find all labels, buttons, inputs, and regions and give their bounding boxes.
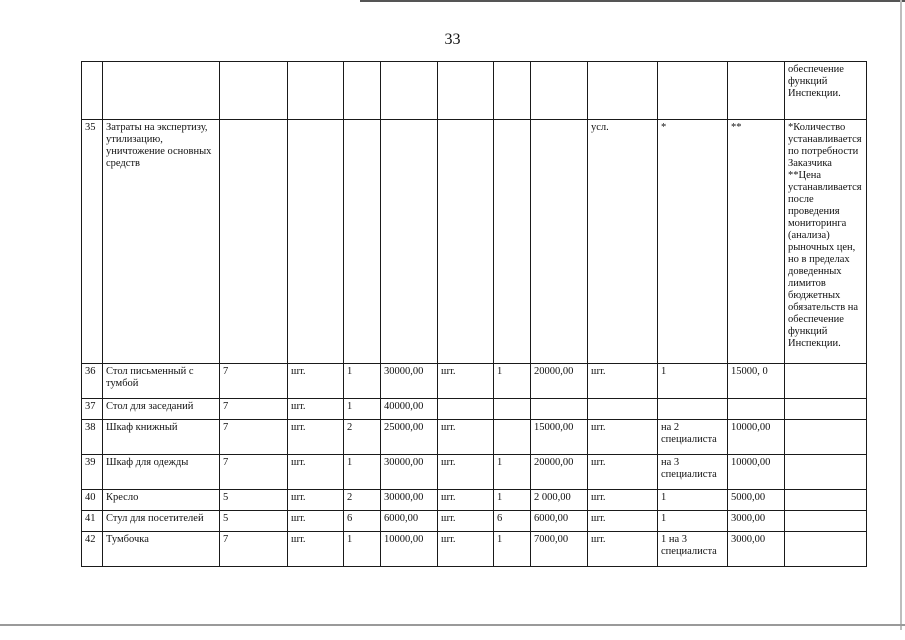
price-group1-cell: 40000,00 <box>381 399 438 420</box>
note-cell <box>785 399 867 420</box>
table-row <box>82 511 867 532</box>
unit-group3-cell <box>588 399 658 420</box>
quantity-group1-cell: 1 <box>344 532 381 567</box>
quantity-group3-cell: 1 на 3 специалиста <box>658 532 728 567</box>
table-row <box>82 455 867 490</box>
price-group2-cell: 7000,00 <box>531 532 588 567</box>
norm-term-cell <box>220 120 288 364</box>
quantity-group2-cell: 6 <box>494 511 531 532</box>
equipment-norms-table <box>81 61 867 567</box>
price-group3-cell: 5000,00 <box>728 490 785 511</box>
row-number-cell: 35 <box>82 120 103 364</box>
price-group3-cell: 10000,00 <box>728 455 785 490</box>
norm-term-cell: 5 <box>220 490 288 511</box>
quantity-group2-cell: 1 <box>494 364 531 399</box>
quantity-group2-cell <box>494 62 531 120</box>
unit-group1-cell: шт. <box>288 420 344 455</box>
quantity-group2-cell <box>494 399 531 420</box>
note-cell: обеспечение функций Инспекции. <box>785 62 867 120</box>
unit-group1-cell: шт. <box>288 399 344 420</box>
quantity-group3-cell: на 3 специалиста <box>658 455 728 490</box>
quantity-group2-cell: 1 <box>494 532 531 567</box>
norm-term-cell: 7 <box>220 455 288 490</box>
row-number-cell: 36 <box>82 364 103 399</box>
row-number-cell: 40 <box>82 490 103 511</box>
table-row <box>82 490 867 511</box>
note-cell: *Количество устанавливается по потребности Заказчика **Цена устанавливается после проведения мониторинга (анализа) рыночных цен, но в пределах доведенных лимитов бюджетных обязательств на обеспечение функций Инспекции. <box>785 120 867 364</box>
price-group2-cell <box>531 120 588 364</box>
table-row <box>82 420 867 455</box>
scan-edge-right <box>900 0 902 630</box>
unit-group1-cell <box>288 62 344 120</box>
unit-group2-cell: шт. <box>438 364 494 399</box>
unit-group3-cell: шт. <box>588 420 658 455</box>
unit-group3-cell <box>588 62 658 120</box>
price-group2-cell: 2 000,00 <box>531 490 588 511</box>
item-name-cell: Стул для посетителей <box>103 511 220 532</box>
price-group1-cell: 30000,00 <box>381 490 438 511</box>
scan-edge-top <box>360 0 905 2</box>
quantity-group1-cell <box>344 120 381 364</box>
quantity-group1-cell: 2 <box>344 420 381 455</box>
quantity-group1-cell: 6 <box>344 511 381 532</box>
table-row <box>82 399 867 420</box>
price-group3-cell: 10000,00 <box>728 420 785 455</box>
quantity-group2-cell <box>494 420 531 455</box>
table-row <box>82 532 867 567</box>
item-name-cell: Стол для заседаний <box>103 399 220 420</box>
row-number-cell: 38 <box>82 420 103 455</box>
unit-group3-cell: шт. <box>588 364 658 399</box>
item-name-cell: Шкаф книжный <box>103 420 220 455</box>
note-cell <box>785 364 867 399</box>
price-group2-cell <box>531 62 588 120</box>
price-group2-cell: 20000,00 <box>531 455 588 490</box>
price-group1-cell: 30000,00 <box>381 364 438 399</box>
unit-group3-cell: шт. <box>588 511 658 532</box>
table-row <box>82 62 867 120</box>
quantity-group2-cell: 1 <box>494 455 531 490</box>
price-group3-cell <box>728 399 785 420</box>
row-number-cell <box>82 62 103 120</box>
quantity-group1-cell: 1 <box>344 399 381 420</box>
price-group3-cell: 15000, 0 <box>728 364 785 399</box>
price-group2-cell: 15000,00 <box>531 420 588 455</box>
unit-group3-cell: шт. <box>588 455 658 490</box>
unit-group1-cell: шт. <box>288 490 344 511</box>
note-cell <box>785 420 867 455</box>
unit-group1-cell: шт. <box>288 364 344 399</box>
unit-group2-cell <box>438 62 494 120</box>
quantity-group1-cell: 1 <box>344 455 381 490</box>
quantity-group2-cell <box>494 120 531 364</box>
price-group3-cell: 3000,00 <box>728 532 785 567</box>
quantity-group3-cell: на 2 специалиста <box>658 420 728 455</box>
unit-group2-cell: шт. <box>438 490 494 511</box>
price-group2-cell: 20000,00 <box>531 364 588 399</box>
norm-term-cell: 7 <box>220 420 288 455</box>
quantity-group3-cell <box>658 62 728 120</box>
quantity-group1-cell <box>344 62 381 120</box>
quantity-group2-cell: 1 <box>494 490 531 511</box>
quantity-group1-cell: 2 <box>344 490 381 511</box>
norm-term-cell: 7 <box>220 532 288 567</box>
quantity-group3-cell: 1 <box>658 364 728 399</box>
price-group1-cell: 10000,00 <box>381 532 438 567</box>
price-group3-cell <box>728 62 785 120</box>
item-name-cell: Тумбочка <box>103 532 220 567</box>
note-cell <box>785 455 867 490</box>
table-row <box>82 364 867 399</box>
price-group3-cell: 3000,00 <box>728 511 785 532</box>
unit-group2-cell <box>438 399 494 420</box>
row-number-cell: 39 <box>82 455 103 490</box>
page-number: 33 <box>444 31 461 48</box>
unit-group2-cell: шт. <box>438 532 494 567</box>
note-cell <box>785 490 867 511</box>
quantity-group3-cell <box>658 399 728 420</box>
row-number-cell: 37 <box>82 399 103 420</box>
row-number-cell: 41 <box>82 511 103 532</box>
unit-group1-cell <box>288 120 344 364</box>
item-name-cell: Затраты на экспертизу, утилизацию, уничтожение основных средств <box>103 120 220 364</box>
unit-group1-cell: шт. <box>288 532 344 567</box>
price-group1-cell: 30000,00 <box>381 455 438 490</box>
note-cell <box>785 511 867 532</box>
price-group1-cell: 25000,00 <box>381 420 438 455</box>
unit-group3-cell: усл. <box>588 120 658 364</box>
quantity-group3-cell: 1 <box>658 490 728 511</box>
price-group2-cell: 6000,00 <box>531 511 588 532</box>
norm-term-cell: 7 <box>220 364 288 399</box>
price-group1-cell: 6000,00 <box>381 511 438 532</box>
norm-term-cell <box>220 62 288 120</box>
table-row <box>82 120 867 364</box>
unit-group2-cell: шт. <box>438 420 494 455</box>
note-cell <box>785 532 867 567</box>
item-name-cell: Стол письменный с тумбой <box>103 364 220 399</box>
unit-group3-cell: шт. <box>588 490 658 511</box>
price-group1-cell <box>381 62 438 120</box>
quantity-group3-cell: 1 <box>658 511 728 532</box>
quantity-group1-cell: 1 <box>344 364 381 399</box>
item-name-cell: Шкаф для одежды <box>103 455 220 490</box>
row-number-cell: 42 <box>82 532 103 567</box>
unit-group1-cell: шт. <box>288 455 344 490</box>
unit-group2-cell: шт. <box>438 511 494 532</box>
quantity-group3-cell: * <box>658 120 728 364</box>
item-name-cell: Кресло <box>103 490 220 511</box>
price-group3-cell: ** <box>728 120 785 364</box>
scan-edge-bottom <box>0 624 905 626</box>
unit-group3-cell: шт. <box>588 532 658 567</box>
unit-group1-cell: шт. <box>288 511 344 532</box>
item-name-cell <box>103 62 220 120</box>
norm-term-cell: 5 <box>220 511 288 532</box>
price-group1-cell <box>381 120 438 364</box>
unit-group2-cell <box>438 120 494 364</box>
unit-group2-cell: шт. <box>438 455 494 490</box>
norm-term-cell: 7 <box>220 399 288 420</box>
price-group2-cell <box>531 399 588 420</box>
